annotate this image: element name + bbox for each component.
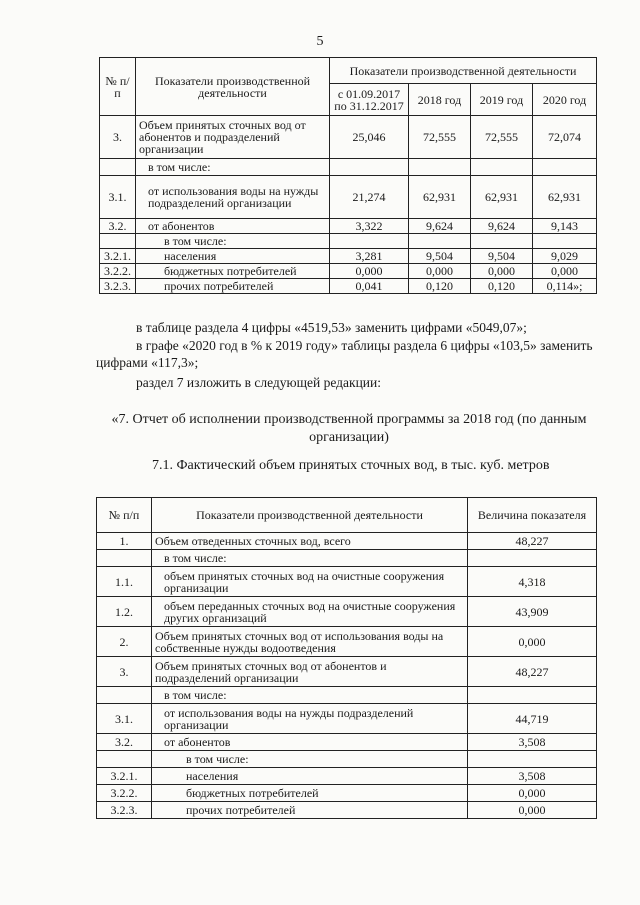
table-row: 3.2.3. прочих потребителей 0,000 <box>97 802 597 819</box>
header-indicator: Показатели производственной деятельности <box>152 498 468 533</box>
header-indicator: Показатели производственной деятельности <box>136 58 330 116</box>
table-row: 3. Объем принятых сточных вод от абонентов и подразделений организации 48,227 <box>97 657 597 687</box>
header-value: Величина показателя <box>468 498 597 533</box>
header-num: № п/п <box>100 58 136 116</box>
table-row: 3.2. от абонентов 3,322 9,624 9,624 9,143 <box>100 219 597 234</box>
header-group: Показатели производственной деятельности <box>330 58 597 84</box>
header-2020: 2020 год <box>533 84 597 116</box>
table-row: 3.2.2. бюджетных потребителей 0,000 <box>97 785 597 802</box>
table-row: 2. Объем принятых сточных вод от использования воды на собственные нужды водоотведения 0,000 <box>97 627 597 657</box>
header-2019: 2019 год <box>471 84 533 116</box>
table-row: 1. Объем отведенных сточных вод, всего 48,227 <box>97 533 597 550</box>
table-row: в том числе: <box>97 751 597 768</box>
table-row: 3.2.1. населения 3,508 <box>97 768 597 785</box>
table-row: в том числе: <box>97 687 597 704</box>
table-row: в том числе: <box>97 550 597 567</box>
table-row: 3.2. от абонентов 3,508 <box>97 734 597 751</box>
header-num: № п/п <box>97 498 152 533</box>
table-row: 3.1. от использования воды на нужды подразделений организации 21,274 62,931 62,931 62,931 <box>100 176 597 219</box>
paragraph-table4-change: в таблице раздела 4 цифры «4519,53» заменить цифрами «5049,07»; <box>136 320 527 335</box>
program-indicators-table <box>99 57 597 294</box>
paragraph-table6-change: в графе «2020 год в % к 2019 году» таблицы раздела 6 цифры «103,5» заменить цифрами «117,3»; <box>96 338 593 370</box>
table-row: в том числе: <box>100 234 597 249</box>
table-row: 3.2.1. населения 3,281 9,504 9,504 9,029 <box>100 249 597 264</box>
report-heading: «7. Отчет об исполнении производственной программы за 2018 год (по данным организации) <box>111 412 587 445</box>
header-2018: 2018 год <box>409 84 471 116</box>
header-period: с 01.09.2017 по 31.12.2017 <box>330 84 409 116</box>
table-row: 3.1. от использования воды на нужды подразделений организации 44,719 <box>97 704 597 734</box>
table-row: 3. Объем принятых сточных вод от абонентов и подразделений организации 25,046 72,555 72,555 72,074 <box>100 116 597 159</box>
table-row: 1.2. объем переданных сточных вод на очистные сооружения других организаций 43,909 <box>97 597 597 627</box>
subsection-heading: 7.1. Фактический объем принятых сточных вод, в тыс. куб. метров <box>152 458 550 473</box>
actual-wastewater-table <box>96 497 597 819</box>
table-row: 3.2.3. прочих потребителей 0,041 0,120 0,120 0,114»; <box>100 279 597 294</box>
table-row: 1.1. объем принятых сточных вод на очистные сооружения организации 4,318 <box>97 567 597 597</box>
page-number: 5 <box>316 34 324 49</box>
table-row: в том числе: <box>100 159 597 176</box>
table-row: 3.2.2. бюджетных потребителей 0,000 0,000 0,000 0,000 <box>100 264 597 279</box>
paragraph-section7: раздел 7 изложить в следующей редакции: <box>136 375 382 390</box>
